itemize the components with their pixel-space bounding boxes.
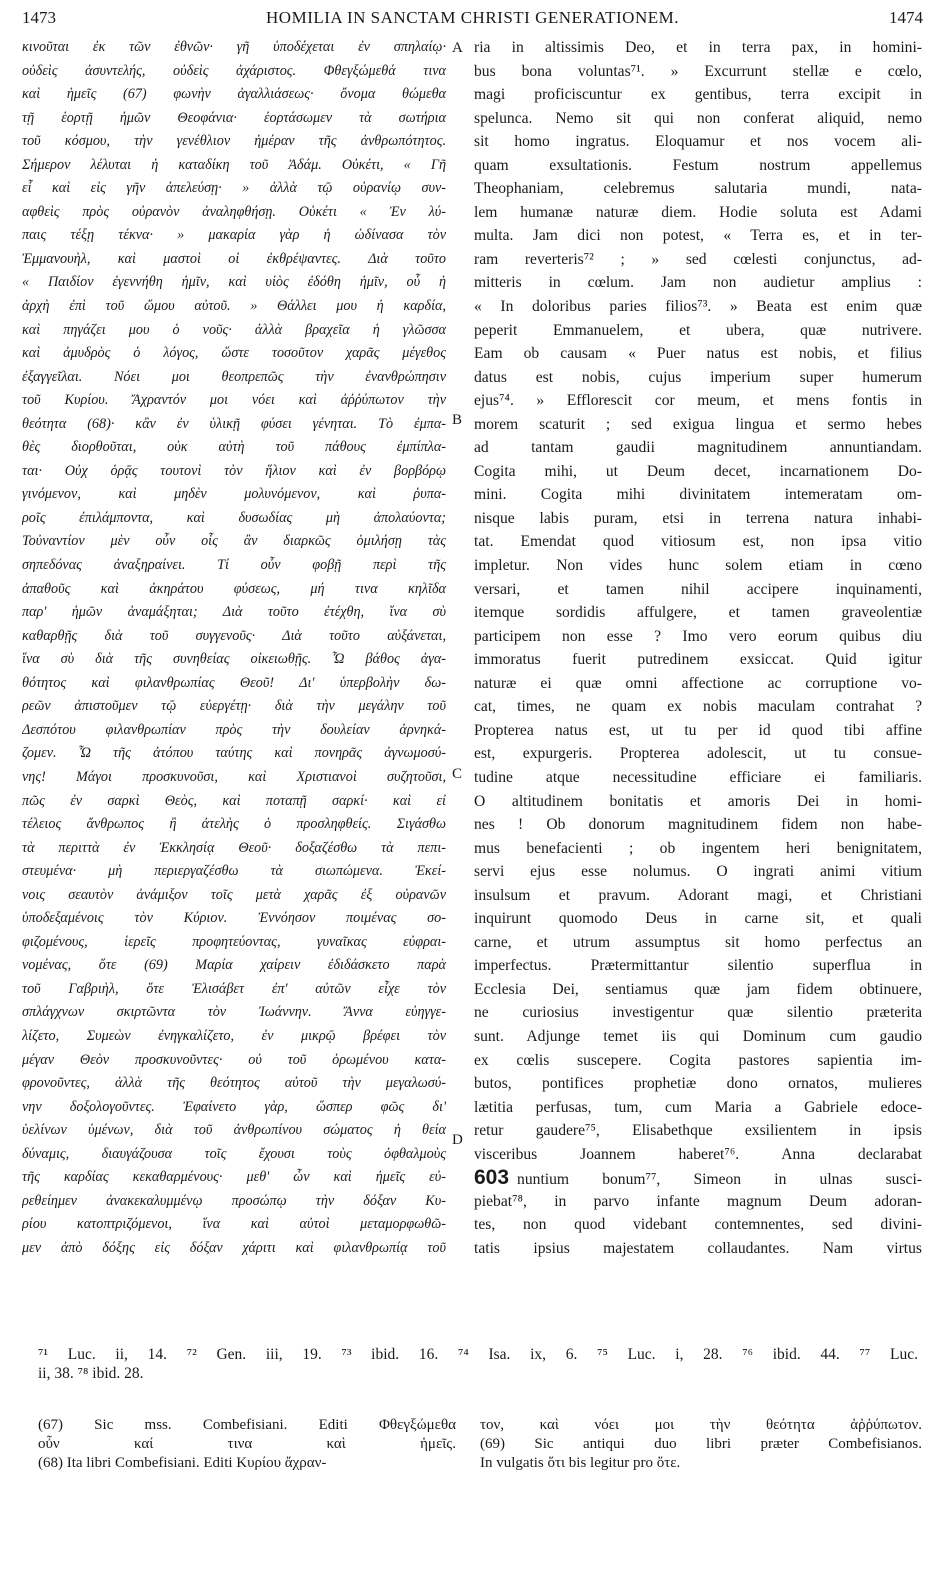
latin-text-line <box>474 1166 922 1190</box>
latin-text-line: spelunca. Nemo sit qui non conferat aliquid, nemo <box>474 109 922 127</box>
latin-text-line: piebat⁷⁸, in parvo infante magnum Deum adoran- <box>474 1192 922 1210</box>
latin-text-line: Ecclesia Dei, sentiamus quæ jam fidem obtinuere, <box>474 980 922 998</box>
latin-text-line: morem scaturit ; sed exigua lingua et sermo hebes <box>474 415 922 433</box>
latin-text-line: inquirunt quomodo Deus in carne sit, et quali <box>474 910 922 928</box>
greek-text-line: φρονοῦντες, ἀλλὰ τῆς θεότητος αὐτοῦ τὴν μεγαλωσύ- <box>22 1075 446 1092</box>
greek-text-line: τέλειος ἄνθρωπος ἢ ἀτελὴς ὁ προσληφθείς. Σιγάσθω <box>22 816 446 833</box>
latin-text-line: multa. Jam dici non potest, « Terra es, et in ter- <box>474 227 922 245</box>
latin-text-line: tes, non quod videbant contemnentes, sed divini- <box>474 1216 922 1234</box>
greek-text-line: ται· Οὐχ ὁρᾷς τουτονὶ τὸν ἥλιον καὶ ἐν βορβόρῳ <box>22 462 446 479</box>
latin-text-line: mus benefacienti ; ob ingentem heri benignitatem, <box>474 839 922 857</box>
latin-text-line: Eam ob causam « Puer natus est nobis, et filius <box>474 345 922 363</box>
column-number: 603 <box>474 1166 510 1190</box>
greek-column <box>22 36 446 1260</box>
greek-text-line: ζομεν. Ὦ τῆς ἀτόπου ταύτης καὶ πονηρᾶς ἀγνωμοσύ- <box>22 745 446 762</box>
greek-text-line: σηπεδόνας ἀναξηραίνει. Τί οὖν φοβῇ περὶ τῆς <box>22 557 446 574</box>
greek-text-line: γινόμενον, καὶ μηδὲν μολυνόμενον, καὶ ῥυπα- <box>22 486 446 503</box>
footnote-line: τον, καὶ νόει μοι τὴν θεότητα ἀῤῥύπωτον. <box>480 1417 922 1433</box>
greek-text-line: εἶ καὶ εἰς γῆν ἀπελεύσῃ· » ἀλλὰ τῷ οὐρανίῳ συν- <box>22 180 446 197</box>
reference-line: ii, 38. ⁷⁸ ibid. 28. <box>38 1365 144 1382</box>
greek-text-line: καὶ ἡμεῖς (67) φωνὴν ἀγαλλιάσεως· ὄνομα θώμεθα <box>22 86 446 103</box>
greek-text-line: καὶ πηγάζει μου ὁ νοῦς· ἀλλὰ βραχεῖα ἡ γλῶσσα <box>22 321 446 338</box>
greek-text-line: ἐξαγγεῖλαι. Νόει μοι θεοπρεπῶς τὴν ἐνανθρώπησιν <box>22 368 446 385</box>
greek-text-line: τοῦ Κυρίου. Ἄχραντόν μοι νόει καὶ ἀῤῥύπωτον τὴν <box>22 392 446 409</box>
latin-text-line: Cogita mihi, ut Deum decet, incarnationem Do- <box>474 462 922 480</box>
latin-text-line: mini. Cogita mihi divinitatem intemeratam om- <box>474 486 922 504</box>
greek-text-line: Τοὐναντίον μὲν οὖν οἷς ἂν διαρκῶς ὁμιλήσῃ τὰς <box>22 533 446 550</box>
greek-text-line: τῇ ἑορτῇ ἡμῶν Θεοφάνια· ἑορτάσωμεν τὰ σωτήρια <box>22 109 446 126</box>
greek-text-line: θὲς διορθοῦται, οὐκ αὐτὴ τοῦ πάθους ἐμπίπλα- <box>22 439 446 456</box>
greek-text-line: νης! Μάγοι προσκυνοῦσι, καὶ Χριστιανοὶ συζητοῦσι, <box>22 768 446 785</box>
greek-text-line: στευμένα· μὴ περιεργαζέσθω τὰ σιωπώμενα. Ἐκεί- <box>22 863 446 880</box>
latin-text-line: impletur. Non vides hunc solem etiam in cœno <box>474 557 922 575</box>
page-number-left: 1473 <box>22 8 56 27</box>
latin-text-line: tat. Emendat quod vitiosum est, non ipsa vitio <box>474 533 922 551</box>
greek-text-line: ἀρχὴ ἐπὶ τοῦ ὤμου αὐτοῦ. » Θάλλει μου ἡ καρδία, <box>22 298 446 315</box>
greek-text-line: πῶς ἐν σαρκὶ Θεὸς, καὶ ποταπῇ σαρκί· καὶ εἰ <box>22 792 446 809</box>
latin-text-line: itemque sordidis affulgere, et tamen graveolentiæ <box>474 604 922 622</box>
latin-text-line: ex cœlis suscepere. Cogita pastores sapientia im- <box>474 1051 922 1069</box>
latin-text-line: tatis ipsius majestatem collaudantes. Nam virtus <box>474 1239 922 1257</box>
latin-text-line: sit homo ingratus. Eloquamur et nos vocem ali- <box>474 133 922 151</box>
greek-text-line: Σήμερον λέλυται ἡ καταδίκη τοῦ Ἀδάμ. Οὐκέτι, « Γῆ <box>22 156 446 173</box>
greek-text-line: τοῦ Γαβριὴλ, ὅτε Ἐλισάβετ ἐπ' αὐτῶν εἶχε τὸν <box>22 980 446 997</box>
greek-text-line: μεν ἀπὸ δόξης εἰς δόξαν χάριτι καὶ φιλανθρωπίᾳ τοῦ <box>22 1239 446 1256</box>
latin-text-line: ria in altissimis Deo, et in terra pax, in homini- <box>474 39 922 56</box>
greek-text-line: ροῖς ἐπιλάμποντα, καὶ δυσωδίας μὴ ἀπολαύοντα; <box>22 509 446 526</box>
latin-text-line: bus bona voluntas⁷¹. » Excurrunt stellæ e cœlo, <box>474 62 922 80</box>
section-marker-c: C <box>452 766 463 782</box>
greek-text-line: νοις σεαυτὸν ἀνάμιξον τοῖς μετὰ χαρᾶς ἐξ οὐρανῶν <box>22 886 446 903</box>
greek-text-line: καὶ ἀμυδρὸς ὁ λόγος, ὥστε τοσοῦτον χαρᾶς μέγεθος <box>22 345 446 362</box>
greek-text-line: νην δοξολογοῦντες. Ἐφαίνετο γὰρ, ὥσπερ φῶς δι' <box>22 1098 446 1115</box>
latin-text-line: nisque labis puram, etsi in terrena natura inhabi- <box>474 509 922 527</box>
greek-text-line: παρ' ἡμῶν ἀναμάξηται; Διὰ τοῦτο ἐτέχθη, ἵνα σὺ <box>22 604 446 621</box>
latin-text-line: insulsum et pravum. Adorant magi, et Christiani <box>474 886 922 904</box>
greek-text-line: δύναμις, διαυγάζουσα τοῖς ἔχουσι τοὺς ὀφθαλμοὺς <box>22 1145 446 1162</box>
latin-text-line: versari, et tamen nihil accipere inquinamenti, <box>474 580 922 598</box>
reference-line: ⁷¹ Luc. ii, 14. ⁷² Gen. iii, 19. ⁷³ ibid. 16. ⁷⁴ Isa. ix, 6. ⁷⁵ Luc. i, 28. ⁷⁶ ibid. 44. ⁷⁷ Luc. <box>38 1346 918 1363</box>
latin-text-line: lætitia perfusas, tum, cum Maria a Gabriele edoce- <box>474 1098 922 1116</box>
latin-text-line: nes ! Ob donorum magnitudinem fidem non habe- <box>474 816 922 834</box>
latin-text-line: datus est nobis, cujus imperium super humerum <box>474 368 922 386</box>
scripture-references <box>38 1345 918 1383</box>
latin-text-line: Theophaniam, celebremus salutaria mundi, nata- <box>474 180 922 198</box>
footnote-line: (67) Sic mss. Combefisiani. Editi Φθεγξώμεθα <box>38 1417 456 1433</box>
footnote-line: (69) Sic antiqui duo libri præter Combefisianos. <box>480 1436 922 1452</box>
latin-text-line: retur gaudere⁷⁵, Elisabethque exsilientem in ipsis <box>474 1122 922 1140</box>
latin-text-line: est, expurgeris. Propterea adolescit, ut tu consue- <box>474 745 922 763</box>
greek-text-line: ὑποδεξαμένοις τὸν Κύριον. Ἐννόησον ποιμένας σο- <box>22 910 446 927</box>
greek-text-line: νομένας, ὅτε (69) Μαρία χαίρειν ἐδιδάσκετο παρὰ <box>22 957 446 974</box>
greek-text-line: θεότητα (68)· κἂν ἐν ὑλικῇ φύσει γένηται. Τὸ ἐμπα- <box>22 415 446 432</box>
latin-text-line: carne, et utrum assumptus sit homo perfectus an <box>474 933 922 951</box>
latin-text-line: imperfectus. Prætermittantur silentio superflua in <box>474 957 922 975</box>
footnote-line: (68) Ita libri Combefisiani. Editi Κυρίου ἄχραν- <box>38 1455 327 1471</box>
greek-text-line: ρίου κατοπτριζόμενοι, ἵνα καὶ αὐτοὶ μεταμορφωθῶ- <box>22 1216 446 1233</box>
greek-text-line: ὑελίνων ὑμένων, διὰ τοῦ ἀνθρωπίνου σώματος ἡ θεία <box>22 1122 446 1139</box>
latin-text-line: butos, pontifices prophetiæ dono ornatos, mulieres <box>474 1075 922 1093</box>
greek-text-line: παις τέξῃ τέκνα· » μακαρία γὰρ ἡ ὠδίνασα τὸν <box>22 227 446 244</box>
greek-text-line: ρεθείημεν ἀνακεκαλυμμένῳ προσώπῳ τὴν δόξαν Κυ- <box>22 1192 446 1209</box>
latin-text-line: immoratus fuerit putredinem exsiccat. Quid igitur <box>474 651 922 669</box>
latin-text-line: tudine atque necessitudine efficiare ei familiaris. <box>474 768 922 786</box>
latin-text-line: peperit Emmanuelem, et ubera, quæ nutrivere. <box>474 321 922 339</box>
greek-text-line: ἀπαθοῦς καὶ ἀκηράτου φύσεως, μή τινα κηλῖδα <box>22 580 446 597</box>
greek-text-line: λίζετο, Συμεὼν ἐνηγκαλίζετο, ἐν μικρῷ βρέφει τὸν <box>22 1027 446 1044</box>
latin-text-segment: nuntium bonum⁷⁷, Simeon in ulnas susci- <box>517 1171 922 1189</box>
greek-text-line: κινοῦται ἐκ τῶν ἐθνῶν· γῆ ὑποδέχεται ἐν σπηλαίῳ· <box>22 39 446 55</box>
latin-text-line: participem non esse ? Imo vero eorum quibus diu <box>474 627 922 645</box>
running-header <box>22 8 923 32</box>
greek-text-line: καθαρθῇς διὰ τοῦ συγγενοῦς· Διὰ τοῦτο αὐξάνεται, <box>22 627 446 644</box>
greek-text-line: « Παιδίον ἐγεννήθη ἡμῖν, καὶ υἱὸς ἐδόθη ἡμῖν, οὗ ἡ <box>22 274 446 291</box>
greek-text-line: οὐδεὶς ἀσυντελής, οὐδεὶς ἀχάριστος. Φθεγξώμεθά τινα <box>22 62 446 79</box>
footnote-line: In vulgatis ὅτι bis legitur pro ὅτε. <box>480 1455 681 1471</box>
latin-text-line: magi proficiscuntur ex gentibus, terra excipit in <box>474 86 922 104</box>
greek-text-line: ρεῶν ἀπιστοῦμεν τῷ εὐεργέτῃ· διὰ τὴν μεγάλην τοῦ <box>22 698 446 715</box>
greek-text-line: φιζομένους, ἱερεῖς προφητεύοντας, γυναῖκας εὐφραι- <box>22 933 446 950</box>
greek-text-line: θότητος καὶ φιλανθρωπίας Θεοῦ! Δι' ὑπερβολὴν δω- <box>22 674 446 691</box>
greek-text-line: σπλάγχνων σκιρτῶντα τὸν Ἰωάννην. Ἄννα εὐηγγε- <box>22 1004 446 1021</box>
latin-text-line: ram reverteris⁷² ; » sed cœlesti conjunctus, ad- <box>474 250 922 268</box>
latin-text-line: sunt. Adjunge temet iis qui Dominum cum gaudio <box>474 1027 922 1045</box>
latin-text-line: mitteris in cœlum. Jam non audietur amplius : <box>474 274 922 292</box>
latin-text-line: servi ejus esse nolumus. O ingrati animi vitium <box>474 863 922 881</box>
greek-text-line: Ἐμμανουὴλ, καὶ μαστοὶ οἱ ἐκθρέψαντες. Διὰ τοῦτο <box>22 250 446 267</box>
greek-text-line: Δεσπότου φιλανθρωπίαν πρὸς τὴν δουλείαν ἀρνηκά- <box>22 721 446 738</box>
greek-text-line: τοῦ κόσμου, τὴν γενέθλιον ἡμέραν τῆς ἀνθρωπότητος. <box>22 133 446 150</box>
section-marker-d: D <box>452 1132 463 1148</box>
footnotes-left <box>38 1416 456 1473</box>
latin-text-line: naturæ ei quæ omni affectione ac corruptione vo- <box>474 674 922 692</box>
latin-text-line: visceribus Joannem haberet⁷⁶. Anna declarabat <box>474 1145 922 1163</box>
greek-text-line: ἵνα σὺ διὰ τῆς συνηθείας οἰκειωθῇς. Ὦ βάθος ἀγα- <box>22 651 446 668</box>
latin-text-line: cat, times, ne quam ex nobis maculam contrahat ? <box>474 698 922 716</box>
latin-text-line: lem humanæ naturæ diem. Hodie soluta est Adami <box>474 203 922 221</box>
latin-text-line: ad tantam gaudii magnitudinem annuntiandam. <box>474 439 922 457</box>
section-marker-b: B <box>452 412 463 428</box>
latin-text-line: ejus⁷⁴. » Efflorescit cor meum, et mens fontis in <box>474 392 922 410</box>
latin-text-line: « In doloribus paries filios⁷³. » Beata est enim quæ <box>474 298 922 316</box>
page-number-right: 1474 <box>889 8 923 27</box>
running-title: HOMILIA IN SANCTAM CHRISTI GENERATIONEM. <box>266 8 679 27</box>
greek-text-line: αφθεὶς πρὸς οὐρανὸν ἀναληφθήσῃ. Οὐκέτι « Ἐν λύ- <box>22 203 446 220</box>
greek-text-line: τὰ περιττὰ ἐν Ἐκκλησίᾳ Θεοῦ· δοξαζέσθω τὰ πεπι- <box>22 839 446 856</box>
footnotes-right <box>480 1416 922 1473</box>
section-marker-a: A <box>452 40 463 56</box>
latin-column <box>474 36 922 1260</box>
footnote-line: οὖν καί τινα καὶ ἡμεῖς. <box>38 1436 456 1452</box>
latin-text-line: quam exsultationis. Festum nostrum appellemus <box>474 156 922 174</box>
latin-text-line: Propterea natus est, ut tu per id quod tibi affine <box>474 721 922 739</box>
greek-text-line: μέγαν Θεὸν προσκυνοῦντες· οὐ τοῦ ὁρωμένου κατα- <box>22 1051 446 1068</box>
greek-text-line: τῆς καρδίας κεκαθαρμένους· μεθ' ὧν καὶ ἡμεῖς εὐ- <box>22 1169 446 1186</box>
latin-text-line: ne curiosius investigentur quæ silentio præterita <box>474 1004 922 1022</box>
latin-text-line: O altitudinem bonitatis et amoris Dei in homi- <box>474 792 922 810</box>
